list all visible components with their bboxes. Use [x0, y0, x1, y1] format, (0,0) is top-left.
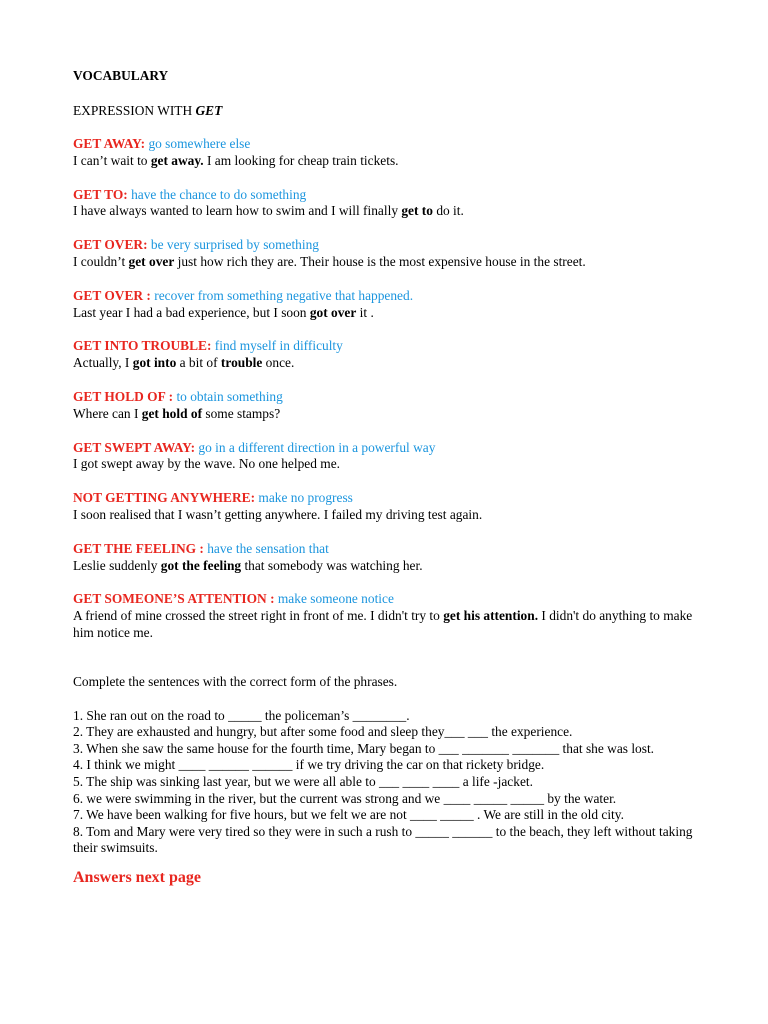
entry-example — [73, 456, 693, 473]
entry-example — [73, 355, 693, 372]
entry-term: GET OVER: — [73, 237, 148, 253]
example-highlight: get to — [401, 203, 433, 219]
example-highlight: get away. — [150, 152, 204, 168]
example-highlight: get hold of — [141, 405, 203, 421]
entry-definition: go in a different direction in a powerful way — [198, 439, 436, 455]
vocabulary-list — [73, 136, 693, 642]
section-heading — [73, 103, 693, 119]
entry-heading — [73, 440, 693, 457]
entry-term: GET INTO TROUBLE: — [73, 338, 212, 354]
entry-definition: go somewhere else — [148, 136, 251, 151]
entry-example — [73, 558, 693, 575]
entry-term: GET SWEPT AWAY: — [73, 439, 196, 455]
entry-term: GET THE FEELING : — [73, 540, 204, 556]
example-text: I couldn’t — [73, 253, 129, 269]
example-text: I soon realised that I wasn’t getting anywhere. I failed my driving test again. — [73, 506, 483, 522]
vocabulary-entry — [73, 136, 693, 170]
entry-heading — [73, 389, 693, 406]
exercise-question: 1. She ran out on the road to _____ the policeman’s ________. — [73, 707, 410, 723]
example-text: I am looking for cheap train tickets. — [203, 152, 399, 168]
example-text: it . — [356, 304, 374, 320]
entry-definition: recover from something negative that happened. — [154, 287, 414, 303]
entry-definition: be very surprised by something — [150, 237, 319, 253]
entry-definition: have the chance to do something — [131, 186, 307, 202]
exercise-question: 2. They are exhausted and hungry, but after some food and sleep they___ ___ the experience. — [73, 724, 573, 740]
exercise-question: 6. we were swimming in the river, but the current was strong and we ____ _____ _____ by the water. — [73, 790, 617, 806]
entry-definition: make no progress — [258, 490, 353, 506]
vocabulary-entry — [73, 440, 693, 474]
vocabulary-entry — [73, 338, 693, 372]
entry-heading — [73, 237, 693, 254]
answers-note: Answers next page — [73, 868, 201, 886]
exercise-question: 7. We have been walking for five hours, but we felt we are not ____ _____ . We are still in the old city. — [73, 807, 624, 823]
example-highlight: trouble — [220, 355, 263, 371]
example-text: I can’t wait to — [73, 152, 151, 168]
page-title: VOCABULARY — [73, 68, 169, 83]
example-text: once. — [262, 355, 295, 371]
exercise-question: 3. When she saw the same house for the fourth time, Mary began to ___ _______ _______ that she was lost. — [73, 740, 655, 756]
entry-definition: to obtain something — [176, 388, 283, 404]
vocabulary-entry — [73, 541, 693, 575]
example-text: I didn't do anything to make him notice me. — [73, 608, 693, 640]
example-highlight: get over — [128, 253, 175, 269]
example-text: I have always wanted to learn how to swim and I will finally — [73, 203, 402, 219]
entry-heading — [73, 187, 693, 204]
entry-definition: make someone notice — [277, 591, 394, 607]
entry-term: GET SOMEONE’S ATTENTION : — [73, 591, 275, 607]
example-text: Leslie suddenly — [73, 557, 161, 573]
entry-example — [73, 254, 693, 271]
entry-term: NOT GETTING ANYWHERE: — [73, 490, 256, 506]
entry-term: GET TO: — [73, 186, 128, 202]
example-text: A friend of mine crossed the street right in front of me. I didn't try to — [73, 608, 444, 624]
entry-example — [73, 507, 693, 524]
entry-term: GET OVER : — [73, 287, 151, 303]
entry-heading — [73, 591, 693, 608]
exercise-question: 8. Tom and Mary were very tired so they were in such a rush to _____ ______ to the beach, they left without taking their swimsuits. — [73, 823, 693, 856]
entry-heading — [73, 490, 693, 507]
example-text: Last year I had a bad experience, but I soon — [73, 304, 310, 320]
example-highlight: got into — [132, 355, 177, 371]
entry-definition: find myself in difficulty — [214, 338, 343, 354]
example-text: some stamps? — [202, 405, 281, 421]
entry-definition: have the sensation that — [207, 540, 329, 556]
example-text: Where can I — [73, 405, 142, 421]
entry-example — [73, 305, 693, 322]
example-text: that somebody was watching her. — [241, 557, 423, 573]
example-text: a bit of — [176, 355, 221, 371]
entry-example — [73, 608, 693, 642]
vocabulary-entry — [73, 237, 693, 271]
vocabulary-entry — [73, 490, 693, 524]
vocabulary-entry — [73, 591, 693, 641]
example-text: I got swept away by the wave. No one helped me. — [73, 456, 340, 472]
exercise-question: 4. I think we might ____ ______ ______ if we try driving the car on that rickety bridge. — [73, 757, 545, 773]
entry-heading — [73, 136, 693, 153]
section-heading-prefix: EXPRESSION WITH — [73, 103, 196, 118]
exercise-question: 5. The ship was sinking last year, but we were all able to ___ ____ ____ a life -jacket. — [73, 773, 533, 789]
entry-heading — [73, 541, 693, 558]
example-highlight: got over — [309, 304, 357, 320]
vocabulary-entry — [73, 288, 693, 322]
entry-term: GET HOLD OF : — [73, 388, 174, 404]
example-highlight: got the feeling — [160, 557, 242, 573]
vocabulary-entry — [73, 389, 693, 423]
example-text: Actually, I — [73, 355, 133, 371]
entry-example — [73, 153, 693, 170]
exercise-instructions: Complete the sentences with the correct form of the phrases. — [73, 673, 398, 689]
exercise-list — [73, 708, 693, 857]
entry-heading — [73, 338, 693, 355]
example-text: do it. — [432, 203, 464, 219]
entry-heading — [73, 288, 693, 305]
example-text: just how rich they are. Their house is the most expensive house in the street. — [174, 253, 586, 269]
vocabulary-entry — [73, 187, 693, 221]
entry-example — [73, 406, 693, 423]
entry-example — [73, 203, 693, 220]
entry-term: GET AWAY: — [73, 136, 146, 151]
example-highlight: get his attention. — [443, 608, 539, 624]
worksheet-page — [73, 68, 693, 888]
section-heading-word: GET — [195, 103, 223, 118]
